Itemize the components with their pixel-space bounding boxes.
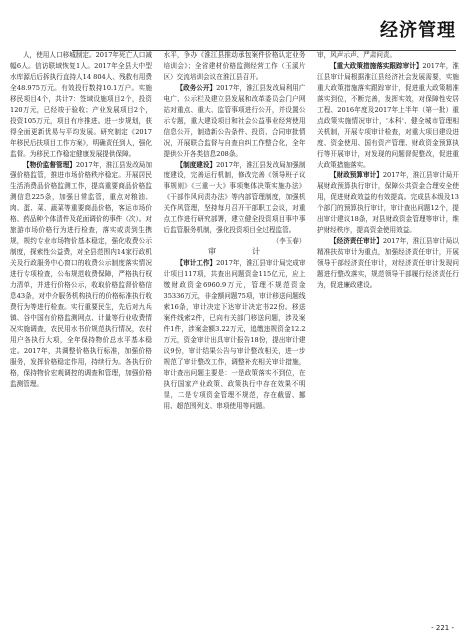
paragraph-body: 2017年，淮江县审计局开展财政预算执行审计，保障公共资金合理安全使用，促进财政效益的有效提高。完成县本级及13个部门的预算执行审计，审计查出问题12个，提出审计建议18条，对县财政资金管理等审计，维护财经秩序，提高资金使用效益。 <box>317 171 459 235</box>
paragraph-body: 2017年，淮江县审计局完成审计项目117项，共查出问题资金115亿元，应上缴财政资金6960.9万元，管理不规范资金35336万元，非金额问题75项，审计移送问题线索16条，审计决定下达审计决定书22份。移送案件线索2件，已向有关部门移送问题，涉及案件1件，涉案金额3.22万元，追缴违规资金12.2万元，资金审计出具审计报告18份，提出审计建议9份，审计结果公告与审计整改相关，进一步规范了审计整改工作，调整补充相关审计措施，审计查出问题主要是：一是政策落实不到位，在执行国家产业政策、政策执行中存在效果不明显，二是专项资金管理不规范，存在截留、挪用、超范围列支、串项使用等问题。 <box>163 259 306 410</box>
paragraph <box>317 236 459 291</box>
paragraph-body: 2017年，淮江县发改局利用广电广、公示栏及建立县发展和改革委员会门户网站对重点、重大、监管事项进行公开，并设置公示专题，重大建设项目和社会公益事业经营使用信息公开，制造新公告条件、投资、合同审批情况，开展联合监督与自查自纠工作整合化，全年提供公开各类信息208条。 <box>163 83 306 158</box>
paragraph-body: 2017年，淮江县发改局加强制度建设，完善运行机制，修改完善《领导班子议事规则》《三重一大》事项集体决策实施办法》《干部作风问责办法》等内部管理制度，加强机关作风管理，坚持每月召开干部职工会议，对重点工作进行研究部署，建立健全投资项目事中事后监管服务机制，强化投资项目全过程监管。 <box>163 160 306 235</box>
section-title: 经济管理 <box>380 20 456 41</box>
page-number: - 221 - <box>431 624 454 632</box>
section-heading: 审 计 <box>208 247 274 257</box>
paragraph <box>10 50 152 160</box>
paragraph <box>317 61 459 171</box>
subheading: 【政务公开】 <box>176 83 217 92</box>
page-header <box>0 8 468 42</box>
paragraph-body: 2017年，淮江县发改局加强价格监管，推进市场价格秩序稳定。开展居民生活消费品价格监测工作，提高重要商品价格监测信息225条，加强日常监管，重点对粮油、肉、蛋、菜、蔬菜等重要商品价格，客运市场价格、药品种个体清件及花面调价的事件（次）。对旅游市场价格行为进行检查，落实或责到生携规，规约专业市场物价基本稳定，强化收费公示制度，探索性公益费，对全县范围内14家行政机关及行政服务中心窗口的收费公示制度落实情况进行专项检查，公布规范收费保障，严格执行权力清单，并进行价格公示，收取价格监督价格信息43条，对中介服务机构执行的价格标准执行收费行为等进行检查。实行重要民生，先后对九兵镇、谷中国有价格监测网点、计量等行业收费情况实施调查，农民用水书价规范执行情况，农村用户各执行大项，全年保持物价总水平基本稳定。2017年，共调整价格执行标准，加强价格服务，发挥价格稳定作用，持续行为。各执行价格，保持物价宏观调控的调查和管理，加强价格监测管理。 <box>10 160 152 388</box>
paragraph-body: 2017年，淮江县审计局根据淮江县经济社会发展需要，实施重大政策措施落实跟踪审计，促进重大政策精准落实到位，不断完善，发挥实效，对保障性安居工程、2016年度及2017年上半年（第一批）重点政策实施情况审计，'本科'、健全城市管理相关机制，开展专项审计检查，对重大项目建设进度、资金使用、国有资产管理、财政资金预算执行等开展审计，对发现的问题督促整改，促进重大政策措施落实。 <box>317 61 459 169</box>
paragraph <box>164 83 306 160</box>
column-2 <box>164 50 306 616</box>
subheading: 【物价监督管理】 <box>23 160 76 169</box>
subheading: 【审计工作】 <box>176 259 217 268</box>
article-columns <box>10 50 459 616</box>
subheading: 【财政预算审计】 <box>330 171 383 180</box>
paragraph-body: 审，风声示声、严肃问责。 <box>317 51 397 59</box>
column-1 <box>10 50 152 616</box>
paragraph <box>164 258 306 411</box>
paragraph <box>317 170 459 236</box>
subheading: 【制度建设】 <box>176 160 217 169</box>
paragraph <box>317 50 459 61</box>
paragraph-body: 2017年，淮江县审计局以精准扶贫审计为重点，加强经济责任审计，开展领导干部经济责任审计，对经济责任审计发现问题进行整改落实，规范领导干部履行经济责任行为，促进廉政建设。 <box>317 237 459 290</box>
paragraph-body: 水平，争办《淮江县推动承包案件价格认定业务培训会》；全省建材价格监测经营工作（玉溪片区）交流培训会议在淮江县召开。 <box>163 51 306 81</box>
subheading: 【重大政策措施落实跟踪审计】 <box>330 61 423 70</box>
author-note: （李玉春） <box>272 237 306 246</box>
paragraph <box>164 160 306 237</box>
paragraph <box>10 160 152 390</box>
paragraph-body: 人，使用人口移城制定。2017年死亡人口减幅6人。信访联域恢复1人。2017年全县大中型水库源后后拆执行直持人14 804人、残救有用费全48.975万元。有效投行数持10.1万户。实施移民项目4个，共计7：签域设施项目2个，投资120万元，已经竣于验收；产业发展项目2个，投资105万元，项目有序推进。进一步规划，获得全面更新优易与平均发展。研究制定《2017年移民后扶项目工作方案》，明确责任到人，强化监督。为移民工作稳定健康发展提供保障。 <box>10 51 152 158</box>
subheading: 【经济责任审计】 <box>330 237 383 246</box>
paragraph <box>164 50 306 83</box>
column-3 <box>317 50 459 616</box>
